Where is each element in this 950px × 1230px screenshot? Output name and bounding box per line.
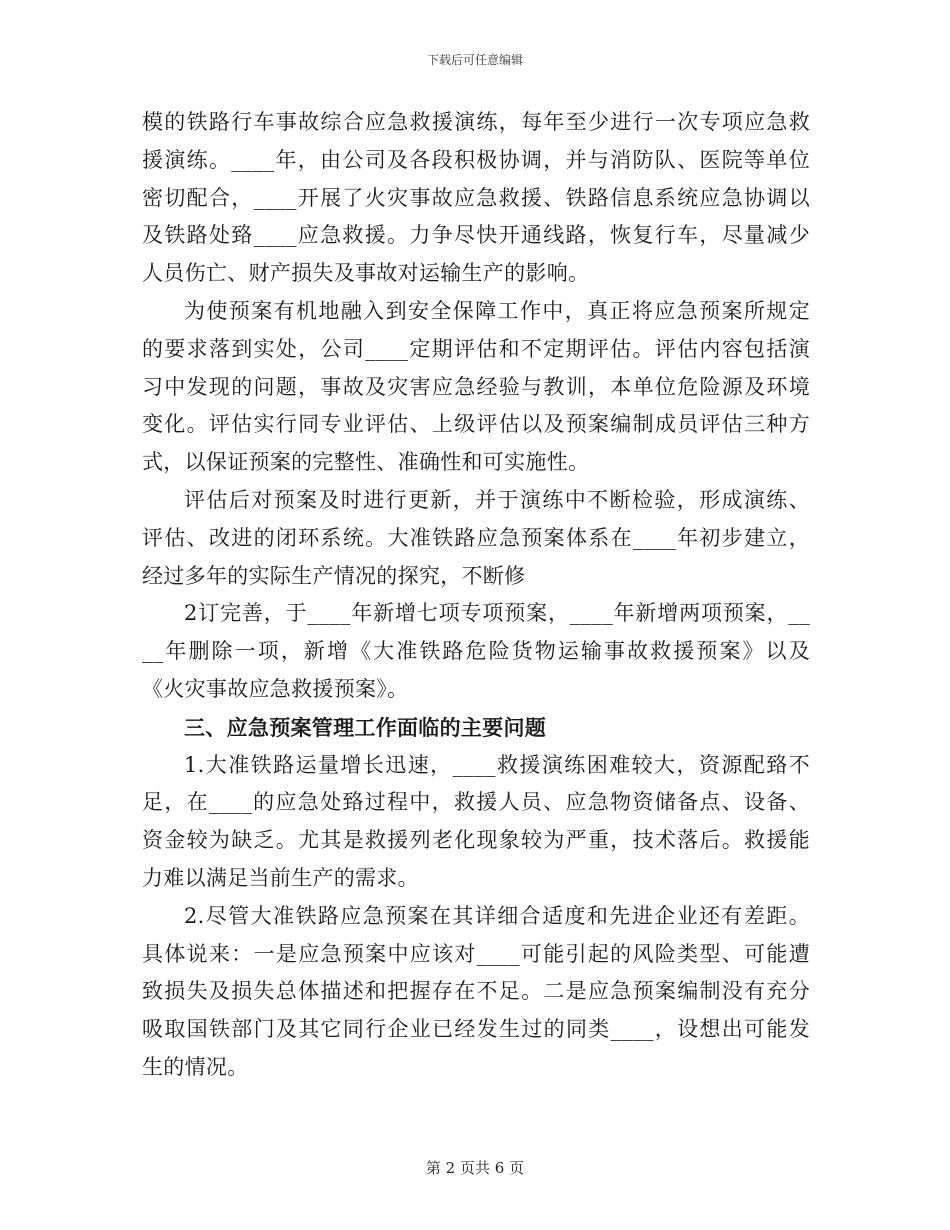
text-line: 及铁路处臵____应急救援。力争尽快开通线路，恢复行车，尽量减少 [142,223,810,248]
text-line: __年删除一项，新增《大准铁路危险货物运输事故救援预案》以及 [142,639,810,664]
text-line: 人员伤亡、财产损失及事故对运输生产的影响。 [142,261,590,286]
page-number: 第 2 页共 6 页 [425,1159,525,1177]
text-line: 吸取国铁部门及其它同行企业已经发生过的同类____，设想出可能发 [142,1017,810,1042]
text-line: 评估、改进的闭环系统。大准铁路应急预案体系在____年初步建立， [142,525,810,550]
text-line: 足，在____的应急处臵过程中，救援人员、应急物资储备点、设备、 [142,790,810,815]
page-header-note: 下载后可任意编辑 [426,53,523,67]
text-line: 习中发现的问题，事故及灾害应急经验与教训，本单位危险源及环境 [142,374,810,399]
text-line: 力难以满足当前生产的需求。 [142,865,419,890]
text-line: 2.尽管大准铁路应急预案在其详细合适度和先进企业还有差距。 [184,903,810,928]
text-line: 生的情况。 [142,1054,249,1079]
text-line: 援演练。____年，由公司及各段积极协调，并与消防队、医院等单位 [142,147,810,172]
text-line: 为使预案有机地融入到安全保障工作中，真正将应急预案所规定 [184,298,810,323]
text-line: 经过多年的实际生产情况的探究，不断修 [142,563,526,588]
text-line: 评估后对预案及时进行更新，并于演练中不断检验，形成演练、 [184,487,810,512]
section-heading: 三、应急预案管理工作面临的主要问题 [184,714,547,740]
text-line: 的要求落到实处，公司____定期评估和不定期评估。评估内容包括演 [142,336,810,361]
text-line: 1.大准铁路运量增长迅速，____救援演练困难较大，资源配臵不 [184,752,810,777]
text-line: 致损失及损失总体描述和把握存在不足。二是应急预案编制没有充分 [142,979,810,1004]
text-line: 变化。评估实行同专业评估、上级评估以及预案编制成员评估三种方 [142,412,810,437]
text-line: 具体说来：一是应急预案中应该对____可能引起的风险类型、可能遭 [142,941,810,966]
document-body [142,104,810,1087]
text-line: 2订完善，于____年新增七项专项预案，____年新增两项预案，__ [184,601,810,626]
text-line: 模的铁路行车事故综合应急救援演练，每年至少进行一次专项应急救 [142,110,810,134]
text-line: 《火灾事故应急救援预案》。 [142,676,409,701]
text-line: 资金较为缺乏。尤其是救援列老化现象较为严重，技术落后。救援能 [142,828,810,853]
text-line: 密切配合，____开展了火灾事故应急救援、铁路信息系统应急协调以 [142,185,810,210]
text-line: 式，以保证预案的完整性、准确性和可实施性。 [142,450,590,475]
